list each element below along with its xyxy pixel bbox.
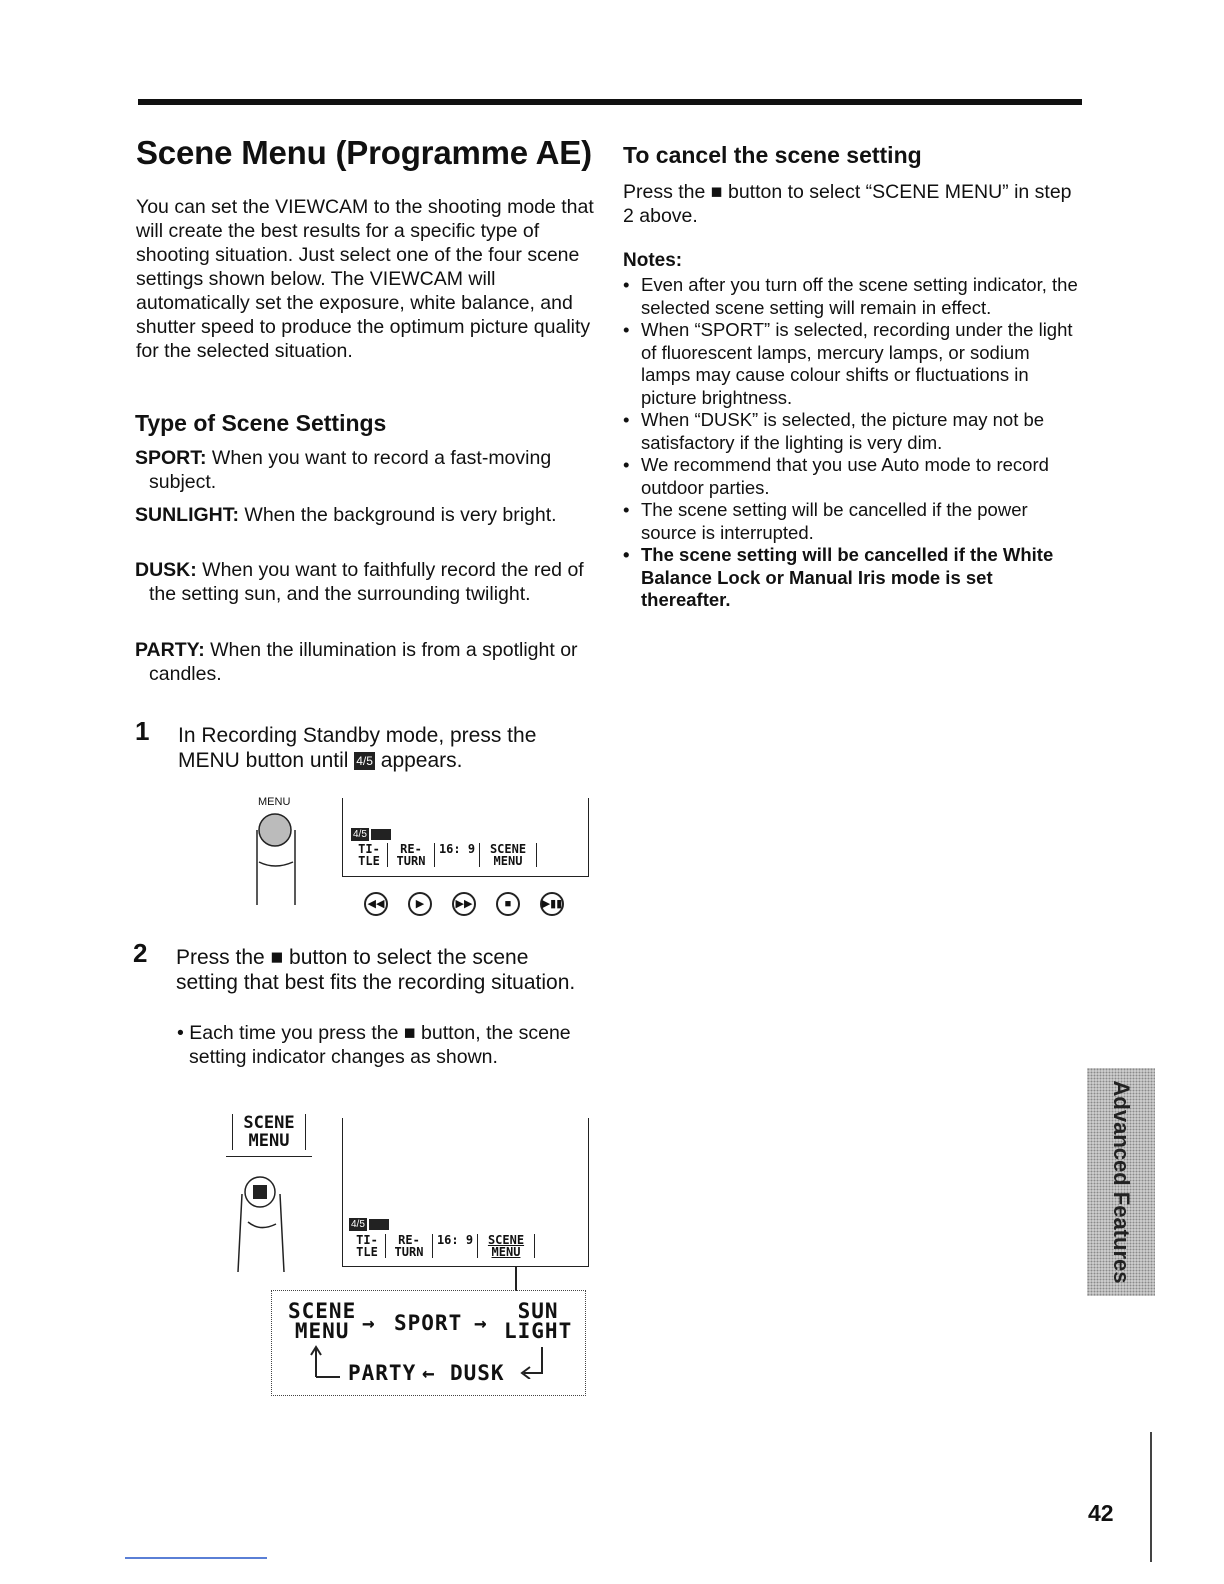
scene-cycle-flow bbox=[271, 1290, 586, 1396]
footer-rule bbox=[125, 1557, 267, 1559]
stop-button[interactable]: ■ bbox=[496, 892, 520, 916]
battery-icon bbox=[369, 1219, 389, 1230]
scene-menu-label: SCENE MENU bbox=[226, 1114, 312, 1157]
rewind-button[interactable]: ◀◀ bbox=[364, 892, 388, 916]
page-title: Scene Menu (Programme AE) bbox=[136, 134, 592, 171]
flow-arrow-left-icon: ← bbox=[422, 1361, 436, 1385]
top-rule bbox=[138, 99, 1082, 105]
lcd-screen-1 bbox=[342, 798, 589, 877]
lcd-item-return: RE- TURN bbox=[386, 1234, 433, 1258]
step-1-text-after: appears. bbox=[374, 749, 463, 772]
setting-desc: When the illumination is from a spotlight or candles. bbox=[149, 639, 578, 685]
side-tab-label: Advanced Features bbox=[1109, 1080, 1134, 1284]
setting-name: PARTY: bbox=[135, 639, 205, 661]
flow-sunlight: SUN LIGHT bbox=[504, 1299, 573, 1343]
page-number: 42 bbox=[1088, 1500, 1114, 1526]
note-item: • Even after you turn off the scene setting indicator, the selected scene setting will remain in effect. bbox=[623, 274, 1078, 319]
step-1-text bbox=[178, 723, 588, 773]
step-2-bullet: • Each time you press the ■ button, the scene setting indicator changes as shown. bbox=[177, 1022, 571, 1068]
flow-scene-menu: SCENE MENU bbox=[288, 1299, 357, 1343]
step-1-text-before: In Recording Standby mode, press the MENU button until bbox=[178, 724, 537, 772]
lcd-item-16-9: 16: 9 bbox=[435, 843, 480, 867]
types-heading: Type of Scene Settings bbox=[135, 410, 387, 436]
lcd-menu-row bbox=[349, 1234, 535, 1258]
note-item-bold: • The scene setting will be cancelled if the White Balance Lock or Manual Iris mode is set thereafter. bbox=[623, 544, 1078, 612]
finger-pressing-stop-illustration bbox=[232, 1172, 297, 1277]
flow-arrow-right-icon: → bbox=[474, 1311, 488, 1335]
cancel-text: Press the ■ button to select “SCENE MENU” in step 2 above. bbox=[623, 181, 1072, 227]
step-1-number: 1 bbox=[135, 716, 150, 746]
lcd-item-title: TI- TLE bbox=[349, 1234, 386, 1258]
lcd-screen-2 bbox=[342, 1118, 589, 1267]
page-4-5-icon: 4/5 bbox=[353, 829, 367, 840]
margin-rule bbox=[1150, 1432, 1152, 1562]
setting-party bbox=[135, 638, 599, 686]
section-side-tab bbox=[1087, 1068, 1155, 1296]
notes-heading: Notes: bbox=[623, 250, 683, 271]
lcd-item-scene-menu: SCENE MENU bbox=[480, 843, 537, 867]
setting-desc: When you want to record a fast-moving subject. bbox=[149, 447, 552, 493]
note-item: • The scene setting will be cancelled if the power source is interrupted. bbox=[623, 499, 1078, 544]
setting-dusk bbox=[135, 558, 599, 606]
notes-list bbox=[623, 274, 1078, 612]
note-item: • When “SPORT” is selected, recording under the light of fluorescent lamps, mercury lamps, or sodium lamps may cause colour shifts or fluctuations in picture brightness. bbox=[623, 319, 1078, 409]
setting-name: SUNLIGHT: bbox=[135, 504, 239, 526]
setting-desc: When the background is very bright. bbox=[239, 504, 557, 526]
flow-dusk: DUSK bbox=[450, 1361, 505, 1385]
flow-party: PARTY bbox=[348, 1361, 417, 1385]
flow-sport: SPORT bbox=[394, 1311, 463, 1335]
page-4-5-icon: 4/5 bbox=[356, 754, 373, 769]
intro-paragraph: You can set the VIEWCAM to the shooting mode that will create the best results for a specific type of shooting situation. Just select one of the four scene settings shown below. The VIEWCAM will automatically set the exposure, white balance, and shutter speed to produce the optimum picture quality for the selected situation. bbox=[136, 196, 594, 362]
connector-line bbox=[515, 1267, 517, 1291]
lcd-item-scene-menu-selected: SCENE MENU bbox=[478, 1234, 535, 1258]
lcd-item-title: TI- TLE bbox=[351, 843, 388, 867]
step-2-text: Press the ■ button to select the scene setting that best fits the recording situation. bbox=[176, 946, 576, 994]
fast-forward-button[interactable]: ▶▶ bbox=[452, 892, 476, 916]
menu-button-label: MENU bbox=[258, 796, 291, 808]
lcd-menu-row bbox=[351, 843, 537, 867]
setting-name: SPORT: bbox=[135, 447, 207, 469]
lcd-item-return: RE- TURN bbox=[388, 843, 435, 867]
cancel-heading: To cancel the scene setting bbox=[623, 142, 922, 168]
setting-sunlight bbox=[135, 503, 599, 527]
control-buttons-row bbox=[364, 892, 564, 916]
play-button[interactable]: ▶ bbox=[408, 892, 432, 916]
setting-name: DUSK: bbox=[135, 559, 197, 581]
battery-icon bbox=[371, 829, 391, 840]
note-item: • We recommend that you use Auto mode to record outdoor parties. bbox=[623, 454, 1078, 499]
step-2-number: 2 bbox=[133, 938, 148, 968]
note-item: • When “DUSK” is selected, the picture may not be satisfactory if the lighting is very dim. bbox=[623, 409, 1078, 454]
lcd-item-16-9: 16: 9 bbox=[433, 1234, 478, 1258]
setting-desc: When you want to faithfully record the red of the setting sun, and the surrounding twilight. bbox=[149, 559, 584, 605]
pause-still-button[interactable]: ▶▮▮ bbox=[540, 892, 564, 916]
setting-sport bbox=[135, 446, 599, 494]
flow-arrow-right-icon: → bbox=[362, 1311, 376, 1335]
finger-pressing-menu-illustration bbox=[245, 810, 310, 910]
page-4-5-icon: 4/5 bbox=[351, 1219, 365, 1230]
